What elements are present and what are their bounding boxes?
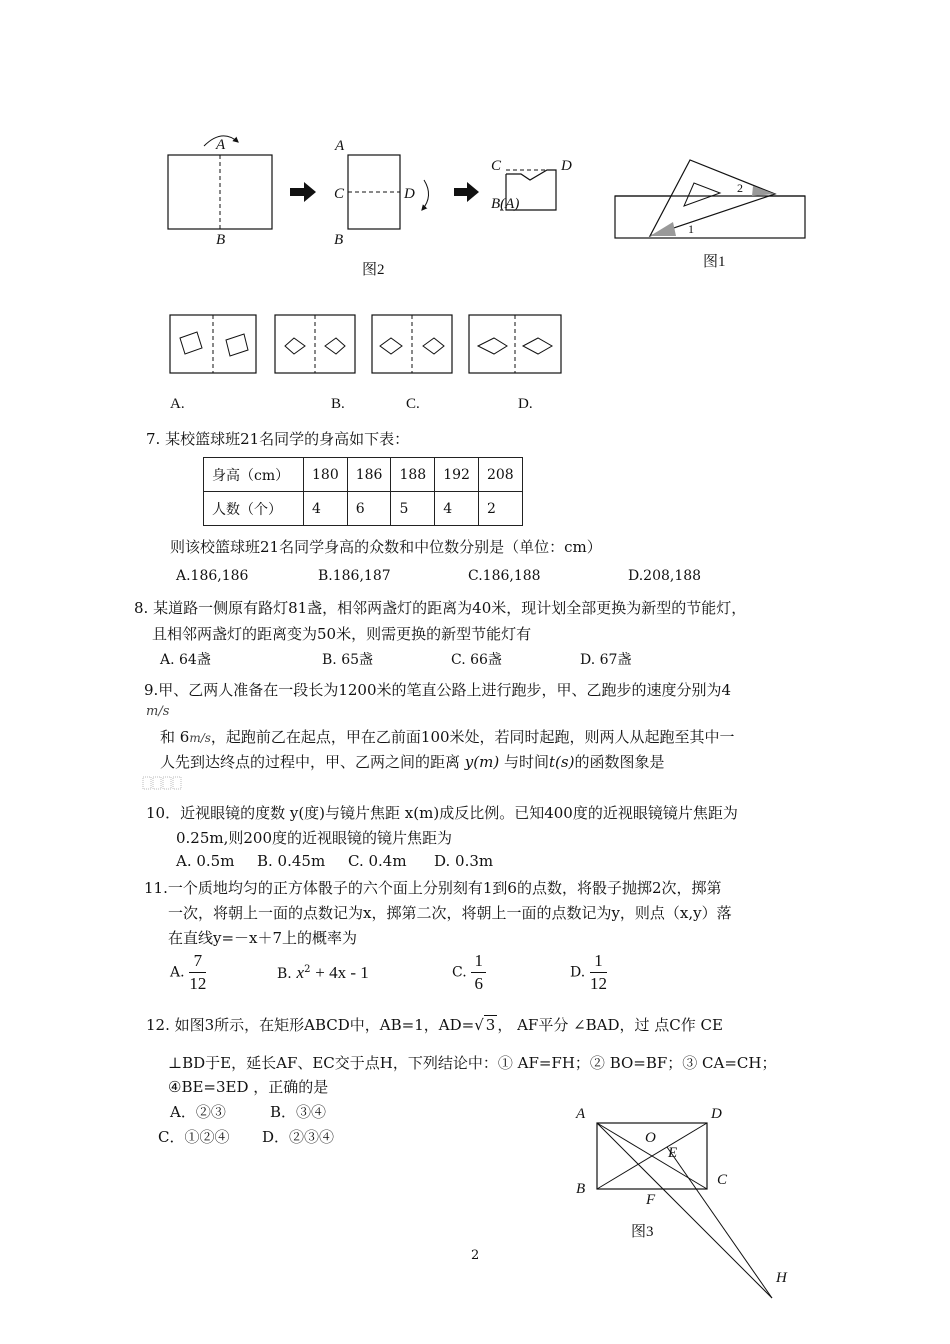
q9-line-3c: 的函数图象是 — [574, 753, 665, 771]
fig2-label-b2: B — [334, 232, 344, 248]
fraction-numerator: 1 — [471, 950, 486, 973]
fig3-caption: 图3 — [631, 1224, 654, 1240]
q9-unit-2: m/s — [189, 731, 211, 745]
q11-line-3: 在直线y=－x＋7上的概率为 — [168, 929, 358, 947]
q10-line-1: 10．近视眼镜的度数 y(度)与镜片焦距 x(m)成反比例。已知400度的近视眼镜镜片焦距为 — [146, 804, 738, 822]
table-cell: 192 — [435, 458, 479, 492]
table-cell: 人数（个） — [204, 492, 304, 526]
page-number: 2 — [471, 1248, 480, 1263]
q8-option-a: A. 64盏 — [160, 652, 211, 668]
q10-option-a: A. 0.5m — [176, 852, 235, 870]
fraction-denominator: 6 — [474, 974, 483, 993]
q12-line-2: ⊥BD于E，延长AF、EC交于点H，下列结论中：① AF=FH；② BO=BF；③ CA=CH； — [168, 1054, 777, 1072]
option-row-b: B. — [331, 396, 345, 412]
q7-stem: 7. 某校篮球班21名同学的身高如下表： — [146, 430, 410, 448]
q10-line-2: 0.25m,则200度的近视眼镜的镜片焦距为 — [176, 829, 453, 847]
table-cell: 4 — [435, 492, 479, 526]
option-row-d: D. — [518, 396, 533, 412]
q8-option-d: D. 67盏 — [580, 652, 632, 668]
fraction-numerator: 1 — [590, 950, 607, 973]
fig2-label-c3: C — [491, 158, 502, 174]
line-eh — [667, 1147, 772, 1298]
option-row-c: C. — [406, 396, 420, 412]
q9-line-3b: 与时间 — [503, 753, 549, 771]
fig2-label-a2: A — [335, 138, 345, 154]
fig2-label-a1: A — [216, 137, 226, 153]
q12-option-d: D．②③④ — [262, 1128, 335, 1146]
q10-option-b: B. 0.45m — [257, 852, 326, 870]
q11-option-b-x: x — [296, 963, 305, 982]
fig3-label-o: O — [645, 1130, 656, 1146]
fig3-label-b: B — [576, 1181, 586, 1197]
fig2-label-c2: C — [334, 186, 345, 202]
q9-var-y: y(m) — [464, 753, 500, 771]
fraction-numerator: 7 — [189, 950, 206, 973]
table-cell: 5 — [391, 492, 435, 526]
q11-option-a-label: A. — [170, 964, 185, 981]
table-cell: 身高（cm） — [204, 458, 304, 492]
sqrt-symbol: √ — [474, 1016, 484, 1034]
option-row-a: A. — [170, 396, 185, 412]
fig2-caption: 图2 — [362, 262, 385, 278]
q9-var-t: t(s) — [549, 753, 575, 771]
table-cell: 208 — [478, 458, 522, 492]
fig2-label-ba3: B(A) — [491, 196, 520, 212]
table-cell: 2 — [478, 492, 522, 526]
fig3-label-f: F — [646, 1192, 656, 1208]
q12-sqrt-value: 3 — [485, 1016, 496, 1034]
q12-line-3: ④BE=3ED ，正确的是 — [168, 1078, 329, 1096]
q10-option-c: C. 0.4m — [348, 852, 407, 870]
table-cell: 4 — [304, 492, 348, 526]
q11-line-1: 11.一个质地均匀的正方体骰子的六个面上分别刻有1到6的点数，将骰子抛掷2次，掷第 — [144, 879, 722, 897]
fig2-label-d2: D — [404, 186, 415, 202]
q9-line-3a: 人先到达终点的过程中，甲、乙两之间的距离 — [160, 753, 461, 771]
fig3-label-e: E — [668, 1145, 678, 1161]
table-cell: 6 — [347, 492, 391, 526]
q9-line-2a: 和 6 — [160, 728, 190, 746]
fig3-label-d: D — [711, 1106, 722, 1122]
q7-option-d: D.208,188 — [628, 568, 702, 584]
fig2-label-d3: D — [561, 158, 572, 174]
fig1-angle-2: 2 — [737, 181, 743, 195]
q7-option-b: B.186,187 — [318, 568, 391, 584]
q7-option-c: C.186,188 — [468, 568, 541, 584]
q11-option-b-rest: + 4x - 1 — [315, 963, 369, 982]
q12-option-a: A．②③ — [170, 1103, 226, 1121]
line-ah — [597, 1123, 772, 1298]
q9-unit-1: m/s — [146, 704, 170, 719]
fig3-label-h: H — [776, 1270, 787, 1286]
fig3-label-c: C — [717, 1172, 728, 1188]
q8-option-b: B. 65盏 — [322, 652, 374, 668]
q11-option-d-label: D. — [570, 964, 586, 981]
q11-option-c-label: C. — [452, 964, 467, 981]
fraction-denominator: 12 — [589, 974, 607, 993]
q11-line-2: 一次，将朝上一面的点数记为x，掷第二次，将朝上一面的点数记为y，则点（x,y）落 — [168, 904, 732, 922]
q12-line-1b: ， AF平分 ∠BAD，过 点C作 CE — [497, 1016, 723, 1034]
table-cell: 186 — [347, 458, 391, 492]
fraction-denominator: 12 — [189, 974, 207, 993]
fig2-label-b1: B — [216, 232, 226, 248]
q7-option-a: A.186,186 — [176, 568, 249, 584]
q11-option-b-exponent: 2 — [304, 964, 311, 975]
fig1-caption: 图1 — [703, 254, 726, 270]
q8-line-1: 8. 某道路一侧原有路灯81盏，相邻两盏灯的距离为40米，现计划全部更换为新型的节能灯， — [134, 599, 747, 617]
q8-line-2: 且相邻两盏灯的距离变为50米，则需更换的新型节能灯有 — [152, 625, 532, 643]
q12-option-b: B．③④ — [270, 1103, 327, 1121]
q7-after-text: 则该校篮球班21名同学身高的众数和中位数分别是（单位：cm） — [170, 538, 602, 556]
q12-line-1a: 12. 如图3所示，在矩形ABCD中，AB=1，AD= — [146, 1016, 475, 1034]
q11-option-b-label: B. — [277, 966, 292, 982]
q10-option-d: D. 0.3m — [434, 852, 494, 870]
q8-option-c: C. 66盏 — [451, 652, 502, 668]
fig1-angle-1: 1 — [688, 222, 694, 236]
fig3-label-a: A — [576, 1106, 586, 1122]
table-cell: 180 — [304, 458, 348, 492]
q9-line-2b: ，起跑前乙在起点，甲在乙前面100米处，若同时起跑，则两人从起跑至其中一 — [210, 728, 735, 746]
table-cell: 188 — [391, 458, 435, 492]
q9-line-1: 9.甲、乙两人准备在一段长为1200米的笔直公路上进行跑步，甲、乙跑步的速度分别为4 — [144, 681, 732, 699]
q12-option-c: C．①②④ — [158, 1128, 230, 1146]
